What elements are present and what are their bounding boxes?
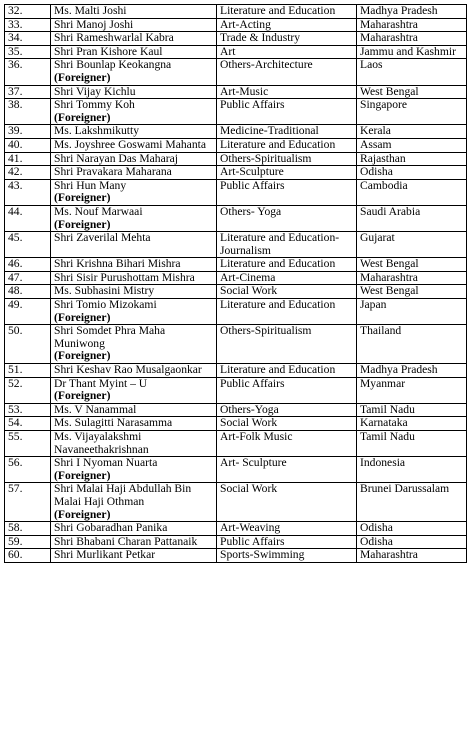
name-cell [51, 45, 217, 59]
field-cell: Literature and Education-Journalism [217, 232, 357, 258]
awardee-name: Ms. Nouf Marwaai [54, 205, 143, 218]
serial-number-cell: 53. [5, 403, 51, 417]
awardee-name: Shri Pran Kishore Kaul [54, 45, 163, 58]
state-country-cell: West Bengal [357, 285, 467, 299]
table-row [5, 18, 467, 32]
awardee-name: Ms. Vijayalakshmi Navaneethakrishnan [54, 430, 149, 456]
serial-number-cell: 48. [5, 285, 51, 299]
serial-number-cell: 39. [5, 125, 51, 139]
foreigner-tag: (Foreigner) [54, 349, 111, 363]
table-row [5, 285, 467, 299]
awardee-name: Shri Bhabani Charan Pattanaik [54, 535, 198, 548]
table-row [5, 271, 467, 285]
awardee-name: Shri Rameshwarlal Kabra [54, 31, 174, 45]
table-row [5, 325, 467, 364]
serial-number-cell: 33. [5, 18, 51, 32]
awards-table-body [5, 5, 467, 563]
table-row [5, 417, 467, 431]
state-country-cell: Laos [357, 59, 467, 85]
state-country-cell: West Bengal [357, 258, 467, 272]
name-cell [51, 522, 217, 536]
awardee-name: Shri Gobaradhan Panika [54, 521, 168, 535]
name-cell [51, 271, 217, 285]
table-row [5, 138, 467, 152]
state-country-cell: Madhya Pradesh [357, 5, 467, 19]
serial-number-cell: 51. [5, 364, 51, 378]
serial-number-cell: 43. [5, 179, 51, 205]
name-cell [51, 417, 217, 431]
field-cell: Others-Yoga [217, 403, 357, 417]
table-row [5, 377, 467, 403]
awardee-name: Ms. Lakshmikutty [54, 124, 140, 138]
name-cell [51, 258, 217, 272]
awardee-name: Shri Tommy Koh [54, 98, 135, 112]
serial-number-cell: 32. [5, 5, 51, 19]
serial-number-cell: 54. [5, 417, 51, 431]
awardee-name: Shri Manoj Joshi [54, 18, 134, 31]
state-country-cell: Maharashtra [357, 271, 467, 285]
state-country-cell: Odisha [357, 166, 467, 180]
foreigner-tag: (Foreigner) [54, 389, 111, 403]
state-country-cell: Tamil Nadu [357, 403, 467, 417]
awardee-name: Shri Keshav Rao Musalgaonkar [54, 363, 202, 377]
table-row [5, 299, 467, 325]
awardee-name: Shri Zaverilal Mehta [54, 231, 151, 245]
serial-number-cell: 41. [5, 152, 51, 166]
name-cell [51, 431, 217, 457]
foreigner-tag: (Foreigner) [54, 217, 111, 231]
name-cell [51, 549, 217, 563]
foreigner-tag: (Foreigner) [54, 468, 111, 482]
serial-number-cell: 40. [5, 138, 51, 152]
name-cell [51, 32, 217, 46]
name-cell [51, 325, 217, 364]
name-cell [51, 125, 217, 139]
foreigner-tag: (Foreigner) [54, 191, 111, 205]
name-cell [51, 403, 217, 417]
field-cell: Art-Acting [217, 18, 357, 32]
state-country-cell: Odisha [357, 522, 467, 536]
awardee-name: Shri Hun Many [54, 179, 127, 192]
state-country-cell: Maharashtra [357, 32, 467, 46]
foreigner-tag: (Foreigner) [54, 110, 111, 124]
name-cell [51, 457, 217, 483]
serial-number-cell: 59. [5, 535, 51, 549]
name-cell [51, 166, 217, 180]
field-cell: Social Work [217, 417, 357, 431]
foreigner-tag: (Foreigner) [54, 507, 111, 521]
awards-table [4, 4, 467, 563]
field-cell: Public Affairs [217, 179, 357, 205]
field-cell: Art-Weaving [217, 522, 357, 536]
awardee-name: Shri Pravakara Maharana [54, 165, 172, 179]
table-row [5, 205, 467, 231]
state-country-cell: Madhya Pradesh [357, 364, 467, 378]
field-cell: Art-Music [217, 85, 357, 99]
name-cell [51, 377, 217, 403]
table-row [5, 125, 467, 139]
field-cell: Literature and Education [217, 299, 357, 325]
awardee-name: Shri I Nyoman Nuarta [54, 456, 158, 470]
table-row [5, 85, 467, 99]
state-country-cell: Japan [357, 299, 467, 325]
state-country-cell: Brunei Darussalam [357, 483, 467, 522]
name-cell [51, 179, 217, 205]
field-cell: Trade & Industry [217, 32, 357, 46]
serial-number-cell: 35. [5, 45, 51, 59]
awardee-name: Shri Narayan Das Maharaj [54, 152, 178, 165]
awardee-name: Ms. V Nanammal [54, 403, 137, 416]
serial-number-cell: 57. [5, 483, 51, 522]
name-cell [51, 483, 217, 522]
serial-number-cell: 36. [5, 59, 51, 85]
field-cell: Others-Architecture [217, 59, 357, 85]
name-cell [51, 59, 217, 85]
name-cell [51, 535, 217, 549]
serial-number-cell: 55. [5, 431, 51, 457]
awardee-name: Shri Somdet Phra Maha Muniwong [54, 324, 166, 350]
table-row [5, 152, 467, 166]
awardee-name: Shri Murlikant Petkar [54, 548, 156, 562]
table-row [5, 457, 467, 483]
name-cell [51, 152, 217, 166]
table-row [5, 403, 467, 417]
name-cell [51, 99, 217, 125]
state-country-cell: Tamil Nadu [357, 431, 467, 457]
state-country-cell: Singapore [357, 99, 467, 125]
table-row [5, 431, 467, 457]
field-cell: Literature and Education [217, 364, 357, 378]
state-country-cell: Thailand [357, 325, 467, 364]
field-cell: Social Work [217, 483, 357, 522]
field-cell: Public Affairs [217, 535, 357, 549]
state-country-cell: Rajasthan [357, 152, 467, 166]
awardee-name: Ms. Malti Joshi [54, 4, 127, 17]
serial-number-cell: 34. [5, 32, 51, 46]
state-country-cell: Maharashtra [357, 18, 467, 32]
serial-number-cell: 46. [5, 258, 51, 272]
state-country-cell: Jammu and Kashmir [357, 45, 467, 59]
name-cell [51, 205, 217, 231]
state-country-cell: Karnataka [357, 417, 467, 431]
field-cell: Others-Spiritualism [217, 152, 357, 166]
table-row [5, 32, 467, 46]
name-cell [51, 364, 217, 378]
table-row [5, 166, 467, 180]
awardee-name: Dr Thant Myint – U [54, 377, 148, 390]
awardee-name: Shri Sisir Purushottam Mishra [54, 271, 195, 284]
name-cell [51, 285, 217, 299]
field-cell: Public Affairs [217, 377, 357, 403]
name-cell [51, 138, 217, 152]
table-row [5, 258, 467, 272]
table-row [5, 483, 467, 522]
awardee-name: Shri Krishna Bihari Mishra [54, 257, 181, 271]
serial-number-cell: 50. [5, 325, 51, 364]
serial-number-cell: 49. [5, 299, 51, 325]
serial-number-cell: 42. [5, 166, 51, 180]
awardee-name: Shri Vijay Kichlu [54, 85, 136, 98]
foreigner-tag: (Foreigner) [54, 70, 111, 84]
field-cell: Art-Folk Music [217, 431, 357, 457]
state-country-cell: Saudi Arabia [357, 205, 467, 231]
table-row [5, 522, 467, 536]
name-cell [51, 232, 217, 258]
field-cell: Others- Yoga [217, 205, 357, 231]
awardee-name: Shri Bounlap Keokangna [54, 58, 172, 72]
field-cell: Medicine-Traditional [217, 125, 357, 139]
serial-number-cell: 45. [5, 232, 51, 258]
awardee-name: Ms. Subhasini Mistry [54, 284, 155, 298]
foreigner-tag: (Foreigner) [54, 310, 111, 324]
field-cell: Literature and Education [217, 258, 357, 272]
table-row [5, 364, 467, 378]
field-cell: Art-Sculpture [217, 166, 357, 180]
serial-number-cell: 56. [5, 457, 51, 483]
table-row [5, 59, 467, 85]
state-country-cell: West Bengal [357, 85, 467, 99]
field-cell: Social Work [217, 285, 357, 299]
field-cell: Sports-Swimming [217, 549, 357, 563]
serial-number-cell: 60. [5, 549, 51, 563]
awardee-name: Shri Tomio Mizokami [54, 298, 157, 312]
table-row [5, 45, 467, 59]
field-cell: Literature and Education [217, 5, 357, 19]
field-cell: Art- Sculpture [217, 457, 357, 483]
state-country-cell: Odisha [357, 535, 467, 549]
name-cell [51, 85, 217, 99]
field-cell: Art [217, 45, 357, 59]
state-country-cell: Myanmar [357, 377, 467, 403]
name-cell [51, 18, 217, 32]
awardee-name: Ms. Joyshree Goswami Mahanta [54, 138, 206, 151]
table-row [5, 232, 467, 258]
field-cell: Art-Cinema [217, 271, 357, 285]
state-country-cell: Gujarat [357, 232, 467, 258]
serial-number-cell: 52. [5, 377, 51, 403]
state-country-cell: Cambodia [357, 179, 467, 205]
field-cell: Others-Spiritualism [217, 325, 357, 364]
field-cell: Public Affairs [217, 99, 357, 125]
state-country-cell: Maharashtra [357, 549, 467, 563]
state-country-cell: Kerala [357, 125, 467, 139]
serial-number-cell: 38. [5, 99, 51, 125]
table-row [5, 535, 467, 549]
field-cell: Literature and Education [217, 138, 357, 152]
name-cell [51, 5, 217, 19]
table-row [5, 179, 467, 205]
serial-number-cell: 58. [5, 522, 51, 536]
name-cell [51, 299, 217, 325]
awardee-name: Ms. Sulagitti Narasamma [54, 416, 173, 430]
awardee-name: Shri Malai Haji Abdullah Bin Malai Haji Othman [54, 482, 192, 508]
state-country-cell: Assam [357, 138, 467, 152]
serial-number-cell: 44. [5, 205, 51, 231]
serial-number-cell: 47. [5, 271, 51, 285]
serial-number-cell: 37. [5, 85, 51, 99]
table-row [5, 99, 467, 125]
state-country-cell: Indonesia [357, 457, 467, 483]
table-row [5, 5, 467, 19]
table-row [5, 549, 467, 563]
